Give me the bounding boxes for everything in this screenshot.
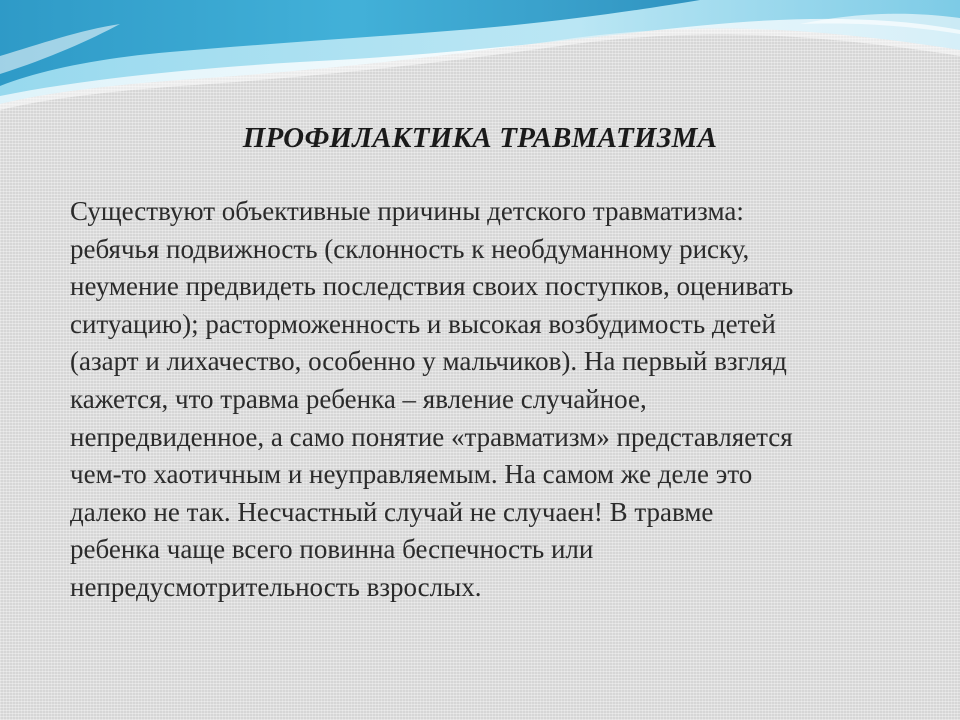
slide-body-text: [70, 193, 930, 607]
body-line: неумение предвидеть последствия своих поступков, оценивать: [70, 271, 794, 302]
body-line: непредусмотрительность взрослых.: [70, 571, 482, 602]
body-line: непредвиденное, а само понятие «травматизм» представляется: [70, 421, 793, 452]
body-line: кажется, что травма ребенка – явление случайное,: [70, 383, 647, 414]
wave-decoration: [0, 0, 960, 130]
body-line: ребенка чаще всего повинна беспечность или: [70, 534, 594, 565]
body-line: Существуют объективные причины детского травматизма:: [70, 196, 744, 226]
body-line: (азарт и лихачество, особенно у мальчиков). На первый взгляд: [70, 346, 787, 377]
slide-title: ПРОФИЛАКТИКА ТРАВМАТИЗМА: [242, 122, 718, 154]
body-line: далеко не так. Несчастный случай не случаен! В травме: [70, 496, 714, 527]
body-line: ребячья подвижность (склонность к необдуманному риску,: [70, 233, 750, 264]
body-line: ситуацию); расторможенность и высокая возбудимость детей: [70, 308, 776, 339]
body-line: чем-то хаотичным и неуправляемым. На самом же деле это: [70, 459, 753, 490]
